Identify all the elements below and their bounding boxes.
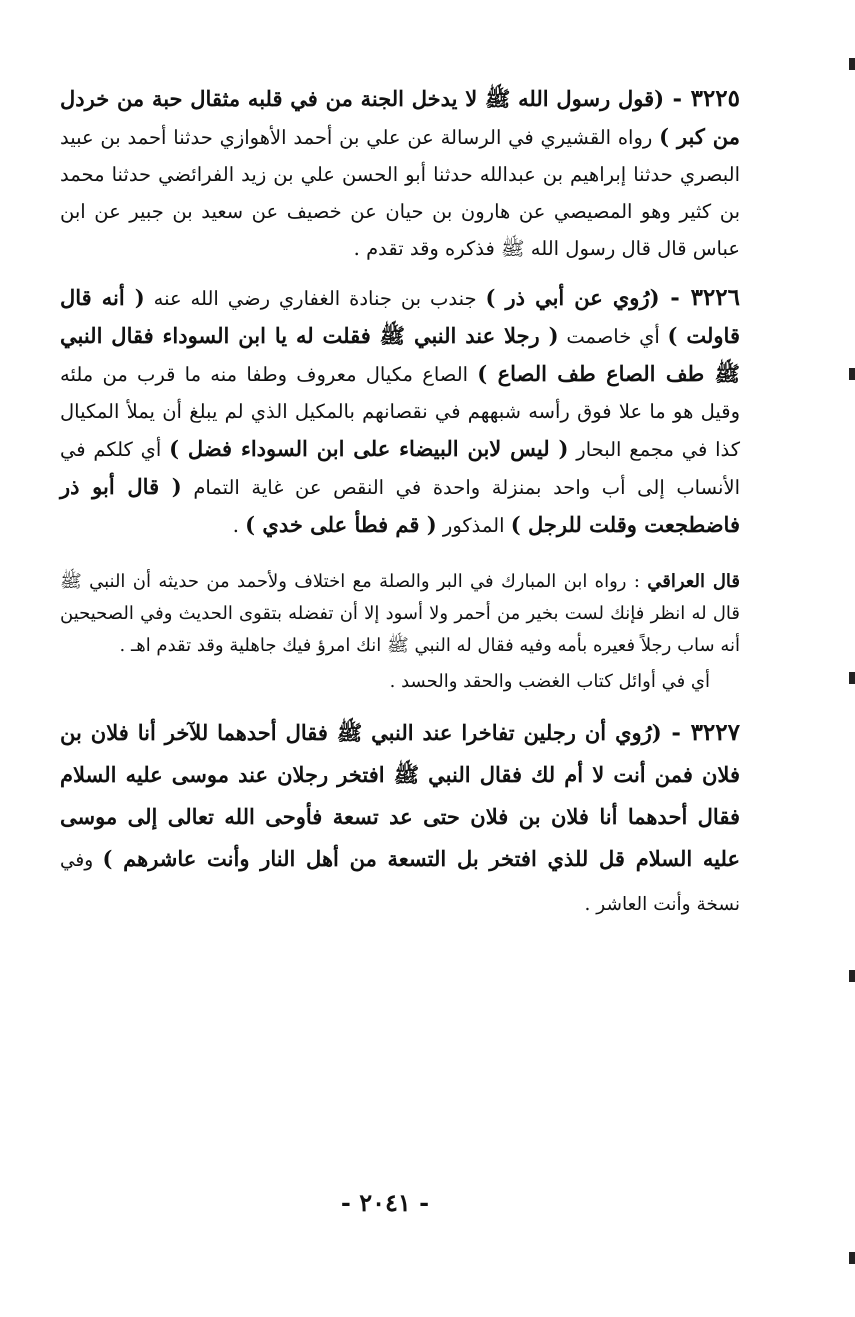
document-page [60, 80, 740, 926]
commentary-text: وفي نسخة وأنت العاشر . [60, 850, 740, 915]
commentary-text: أي كلكم في الأنساب إلى أب واحد بمنزلة واحدة في النقص عن غاية التمام [60, 438, 740, 499]
commentary-text: أي خاصمت [558, 325, 668, 348]
iraqi-note [60, 566, 740, 662]
page-edge-mark-bottom [849, 970, 855, 982]
entry-3225 [60, 80, 740, 267]
commentary-text: رواه القشيري في الرسالة عن علي بن أحمد الأهوازي حدثنا أحمد بن عبيد البصري حدثنا إبراهيم بن عبدالله حدثنا أبو الحسن علي بن زيد الفرائضي حدثنا محمد بن كثير وهو المصيصي عن هارون بن حيان عن خصيف عن سعيد بن جبير عن ابن عباس قال قال رسول الله ﷺ فذكره وقد تقدم . [60, 126, 740, 260]
hadith-quote: ( قال أبو ذر فاضطجعت وقلت للرجل ) [60, 474, 740, 537]
note-extra: أي في أوائل كتاب الغضب والحقد والحسد . [389, 671, 710, 692]
commentary-text: . [232, 514, 246, 537]
hadith-quote: (قول رسول الله ﷺ لا يدخل الجنة من في قلبه مثقال حبة من خردل من كبر ) [60, 86, 741, 149]
note-text: : رواه ابن المبارك في البر والصلة مع اختلاف ولأحمد من حديثه أن النبي ﷺ قال له انظر فإنك لست بخير من أحمر ولا أسود إلا أن تفضله بتقوى الحديث وفي الصحيحين أنه ساب رجلاً فعيره بأمه وفيه فقال له النبي ﷺ انك امرؤ فيك جاهلية وقد تقدم اهـ . [60, 571, 740, 656]
hadith-quote: ( أنه قال قاولت ) [60, 285, 740, 348]
entry-3227 [60, 712, 740, 926]
page-edge-mark-foot [849, 1252, 855, 1264]
hadith-quote: (رُوي أن رجلين تفاخرا عند النبي ﷺ فقال أحدهما للآخر أنا فلان بن فلان فمن أنت لا أم لك فقال النبي ﷺ افتخر رجلان عند موسى عليه السلام فقال أحدهما أنا فلان بن فلان حتى عد تسعة فأوحى الله تعالى إلى موسى عليه السلام قل للذي افتخر بل التسعة من أهل النار وأنت عاشرهم ) [60, 720, 740, 871]
entry-number: ٣٢٢٥ - [664, 85, 740, 112]
hadith-quote: ( قم فطأ على خدي ) [245, 512, 437, 537]
entry-number: ٣٢٢٧ - [661, 719, 740, 746]
commentary-text: جندب بن جنادة الغفاري رضي الله عنه [144, 287, 486, 310]
entry-number: ٣٢٢٦ - [659, 284, 740, 311]
hadith-quote: ( ليس لابن البيضاء على ابن السوداء فضل ) [169, 436, 569, 461]
hadith-quote: (رُوي عن أبي ذر ) [485, 285, 660, 310]
hadith-quote: ( رجلا عند النبي ﷺ فقلت له يا ابن السوداء فقال النبي ﷺ طف الصاع طف الصاع ) [60, 323, 740, 386]
note-label: قال العراقي [647, 571, 740, 592]
entry-3226 [60, 279, 740, 544]
page-edge-mark-lower [849, 672, 855, 684]
commentary-text: المذكور [436, 514, 511, 537]
commentary-text: الصاع مكيال معروف وطفا منه ما قرب من ملئه وقيل هو ما علا فوق رأسه شبههم في نقصانهم بالمكيل الذي لم يبلغ أن يملأ المكيال كذا في مجمع البحار [60, 363, 741, 461]
page-edge-mark-top [849, 58, 855, 70]
page-number: - ٢٠٤١ - [340, 1188, 430, 1217]
page-edge-mark-middle [849, 368, 855, 380]
